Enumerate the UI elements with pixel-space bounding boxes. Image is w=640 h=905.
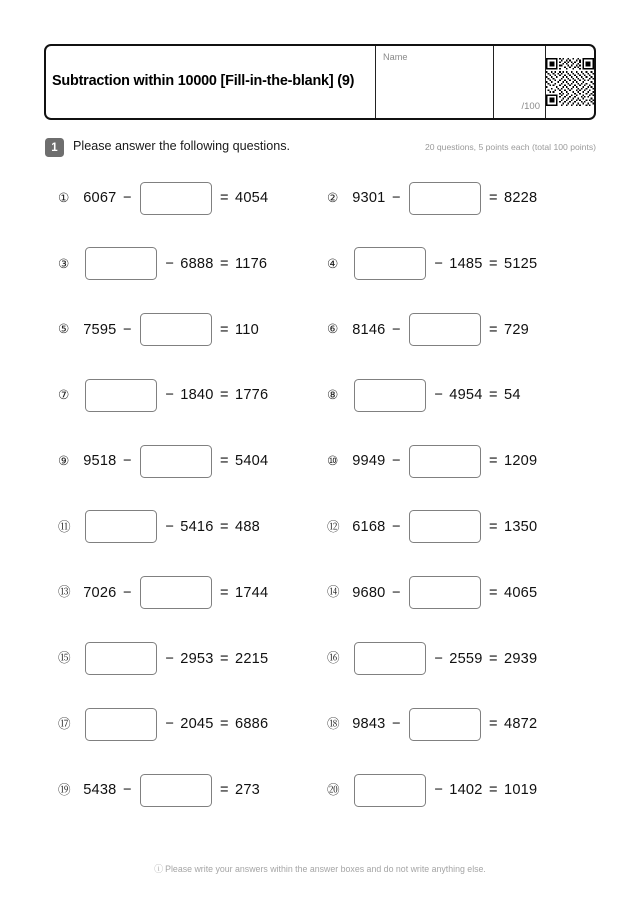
operand-b: 2559 <box>449 650 483 667</box>
question-expression: − 1485 = 5125 <box>349 247 541 280</box>
question-item-1 <box>58 176 272 220</box>
question-item-13 <box>58 571 272 615</box>
question-number: ⑧ <box>327 388 339 403</box>
answer-box-7[interactable] <box>85 379 157 412</box>
question-expression: 9949 − = 1209 <box>349 445 541 478</box>
question-item-5 <box>58 308 262 352</box>
question-number: ⑩ <box>327 453 339 468</box>
question-item-16 <box>327 637 541 681</box>
answer-box-18[interactable] <box>409 708 481 741</box>
operand-a: 9680 <box>352 584 386 601</box>
question-row <box>0 373 640 439</box>
question-expression: 8146 − = 729 <box>349 313 532 346</box>
result-c: 1019 <box>504 782 538 799</box>
question-expression: − 6888 = 1176 <box>80 247 270 280</box>
name-label: Name <box>383 52 408 62</box>
question-number: ④ <box>327 256 339 271</box>
question-expression: 5438 − = 273 <box>80 774 263 807</box>
question-expression: 6067 − = 4054 <box>80 182 272 215</box>
instruction-text: Please answer the following questions. <box>73 139 291 153</box>
answer-box-11[interactable] <box>85 510 157 543</box>
answer-box-15[interactable] <box>85 642 157 675</box>
question-number: ⑫ <box>327 519 340 534</box>
score-label: /100 <box>521 101 540 112</box>
answer-box-20[interactable] <box>354 774 426 807</box>
question-row <box>0 702 640 768</box>
result-c: 1776 <box>235 387 269 404</box>
question-number: ⑯ <box>327 651 340 666</box>
question-number: ⑨ <box>58 453 70 468</box>
result-c: 110 <box>235 321 259 338</box>
question-number: ⑥ <box>327 322 339 337</box>
question-row <box>0 242 640 308</box>
section-number-badge: 1 <box>45 138 64 157</box>
question-number: ⑰ <box>58 717 71 732</box>
question-item-12 <box>327 505 541 549</box>
result-c: 2939 <box>504 650 538 667</box>
question-row <box>0 308 640 374</box>
result-c: 6886 <box>235 716 269 733</box>
question-expression: 7026 − = 1744 <box>80 576 272 609</box>
question-item-2 <box>327 176 541 220</box>
info-icon: ⓘ <box>154 864 164 874</box>
question-expression: − 2953 = 2215 <box>80 642 272 675</box>
question-row <box>0 176 640 242</box>
question-item-17 <box>58 702 272 746</box>
operand-b: 4954 <box>449 387 483 404</box>
answer-box-3[interactable] <box>85 247 157 280</box>
operand-b: 6888 <box>180 255 214 272</box>
question-number: ⑪ <box>58 519 71 534</box>
question-expression: − 4954 = 54 <box>349 379 524 412</box>
header-score-cell[interactable] <box>494 46 546 118</box>
answer-box-12[interactable] <box>409 510 481 543</box>
result-c: 54 <box>504 387 521 404</box>
answer-box-17[interactable] <box>85 708 157 741</box>
operand-b: 2953 <box>180 650 214 667</box>
question-item-14 <box>327 571 541 615</box>
result-c: 5404 <box>235 453 269 470</box>
result-c: 488 <box>235 518 260 535</box>
question-number: ⑲ <box>58 782 71 797</box>
operand-a: 6067 <box>83 190 117 206</box>
question-item-15 <box>58 637 272 681</box>
question-expression: − 1402 = 1019 <box>349 774 541 807</box>
question-item-7 <box>58 373 272 417</box>
result-c: 1209 <box>504 453 538 470</box>
answer-box-16[interactable] <box>354 642 426 675</box>
result-c: 8228 <box>504 190 538 206</box>
question-expression: 9301 − = 8228 <box>349 182 541 215</box>
answer-box-4[interactable] <box>354 247 426 280</box>
question-number: ⑤ <box>58 322 70 337</box>
result-c: 4054 <box>235 190 269 206</box>
answer-box-19[interactable] <box>140 774 212 807</box>
result-c: 729 <box>504 321 529 338</box>
question-expression: 6168 − = 1350 <box>349 510 541 543</box>
result-c: 4872 <box>504 716 538 733</box>
points-note: 20 questions, 5 points each (total 100 points) <box>424 142 596 152</box>
header-title-cell <box>46 46 376 118</box>
answer-box-8[interactable] <box>354 379 426 412</box>
question-row <box>0 637 640 703</box>
question-expression: 9680 − = 4065 <box>349 576 541 609</box>
footer-note <box>0 862 640 875</box>
answer-box-9[interactable] <box>140 445 212 478</box>
operand-b: 1485 <box>449 255 483 272</box>
question-item-18 <box>327 702 541 746</box>
questions-grid <box>0 176 640 834</box>
worksheet-title: Subtraction within 10000 [Fill-in-the-blank] (9) <box>52 73 355 90</box>
result-c: 1350 <box>504 518 538 535</box>
question-number: ⑳ <box>327 782 340 797</box>
question-expression: 9843 − = 4872 <box>349 708 541 741</box>
question-number: ⑬ <box>58 585 71 600</box>
question-number: ⑱ <box>327 717 340 732</box>
answer-box-1[interactable] <box>140 182 212 215</box>
question-item-10 <box>327 439 541 483</box>
operand-a: 9301 <box>352 190 386 206</box>
question-row <box>0 571 640 637</box>
header-name-cell[interactable] <box>376 46 494 118</box>
result-c: 2215 <box>235 650 269 667</box>
question-item-9 <box>58 439 272 483</box>
question-item-6 <box>327 308 532 352</box>
operand-b: 1840 <box>180 387 214 404</box>
result-c: 273 <box>235 782 260 799</box>
result-c: 5125 <box>504 255 538 272</box>
question-number: ① <box>58 190 70 205</box>
answer-box-10[interactable] <box>409 445 481 478</box>
question-item-4 <box>327 242 541 286</box>
question-number: ⑦ <box>58 388 70 403</box>
question-number: ③ <box>58 256 70 271</box>
operand-a: 7026 <box>83 584 117 601</box>
operand-a: 7595 <box>83 321 117 338</box>
header-qr-cell <box>546 46 594 118</box>
operand-a: 9518 <box>83 453 117 470</box>
operand-a: 5438 <box>83 782 117 799</box>
operand-b: 1402 <box>449 782 483 799</box>
question-expression: − 2559 = 2939 <box>349 642 541 675</box>
worksheet-header <box>44 44 596 120</box>
question-row <box>0 505 640 571</box>
question-item-11 <box>58 505 263 549</box>
question-expression: − 5416 = 488 <box>80 510 263 543</box>
question-item-19 <box>58 768 263 812</box>
footer-note-text: Please write your answers within the answer boxes and do not write anything else. <box>165 864 486 874</box>
question-item-20 <box>327 768 541 812</box>
result-c: 1744 <box>235 584 269 601</box>
question-number: ⑮ <box>58 651 71 666</box>
question-expression: − 1840 = 1776 <box>80 379 272 412</box>
operand-a: 8146 <box>352 321 386 338</box>
question-expression: 9518 − = 5404 <box>80 445 272 478</box>
answer-box-14[interactable] <box>409 576 481 609</box>
result-c: 1176 <box>235 255 268 272</box>
question-row <box>0 768 640 834</box>
qr-code-icon <box>546 58 594 106</box>
question-number: ② <box>327 190 339 205</box>
operand-b: 5416 <box>180 518 214 535</box>
question-number: ⑭ <box>327 585 340 600</box>
result-c: 4065 <box>504 584 538 601</box>
question-item-3 <box>58 242 270 286</box>
operand-a: 9949 <box>352 453 386 470</box>
answer-box-6[interactable] <box>409 313 481 346</box>
question-row <box>0 439 640 505</box>
answer-box-13[interactable] <box>140 576 212 609</box>
instruction-row <box>45 138 596 158</box>
operand-b: 2045 <box>180 716 214 733</box>
operand-a: 9843 <box>352 716 386 733</box>
question-expression: − 2045 = 6886 <box>80 708 272 741</box>
answer-box-2[interactable] <box>409 182 481 215</box>
operand-a: 6168 <box>352 518 386 535</box>
question-expression: 7595 − = 110 <box>80 313 262 346</box>
question-item-8 <box>327 373 524 417</box>
answer-box-5[interactable] <box>140 313 212 346</box>
